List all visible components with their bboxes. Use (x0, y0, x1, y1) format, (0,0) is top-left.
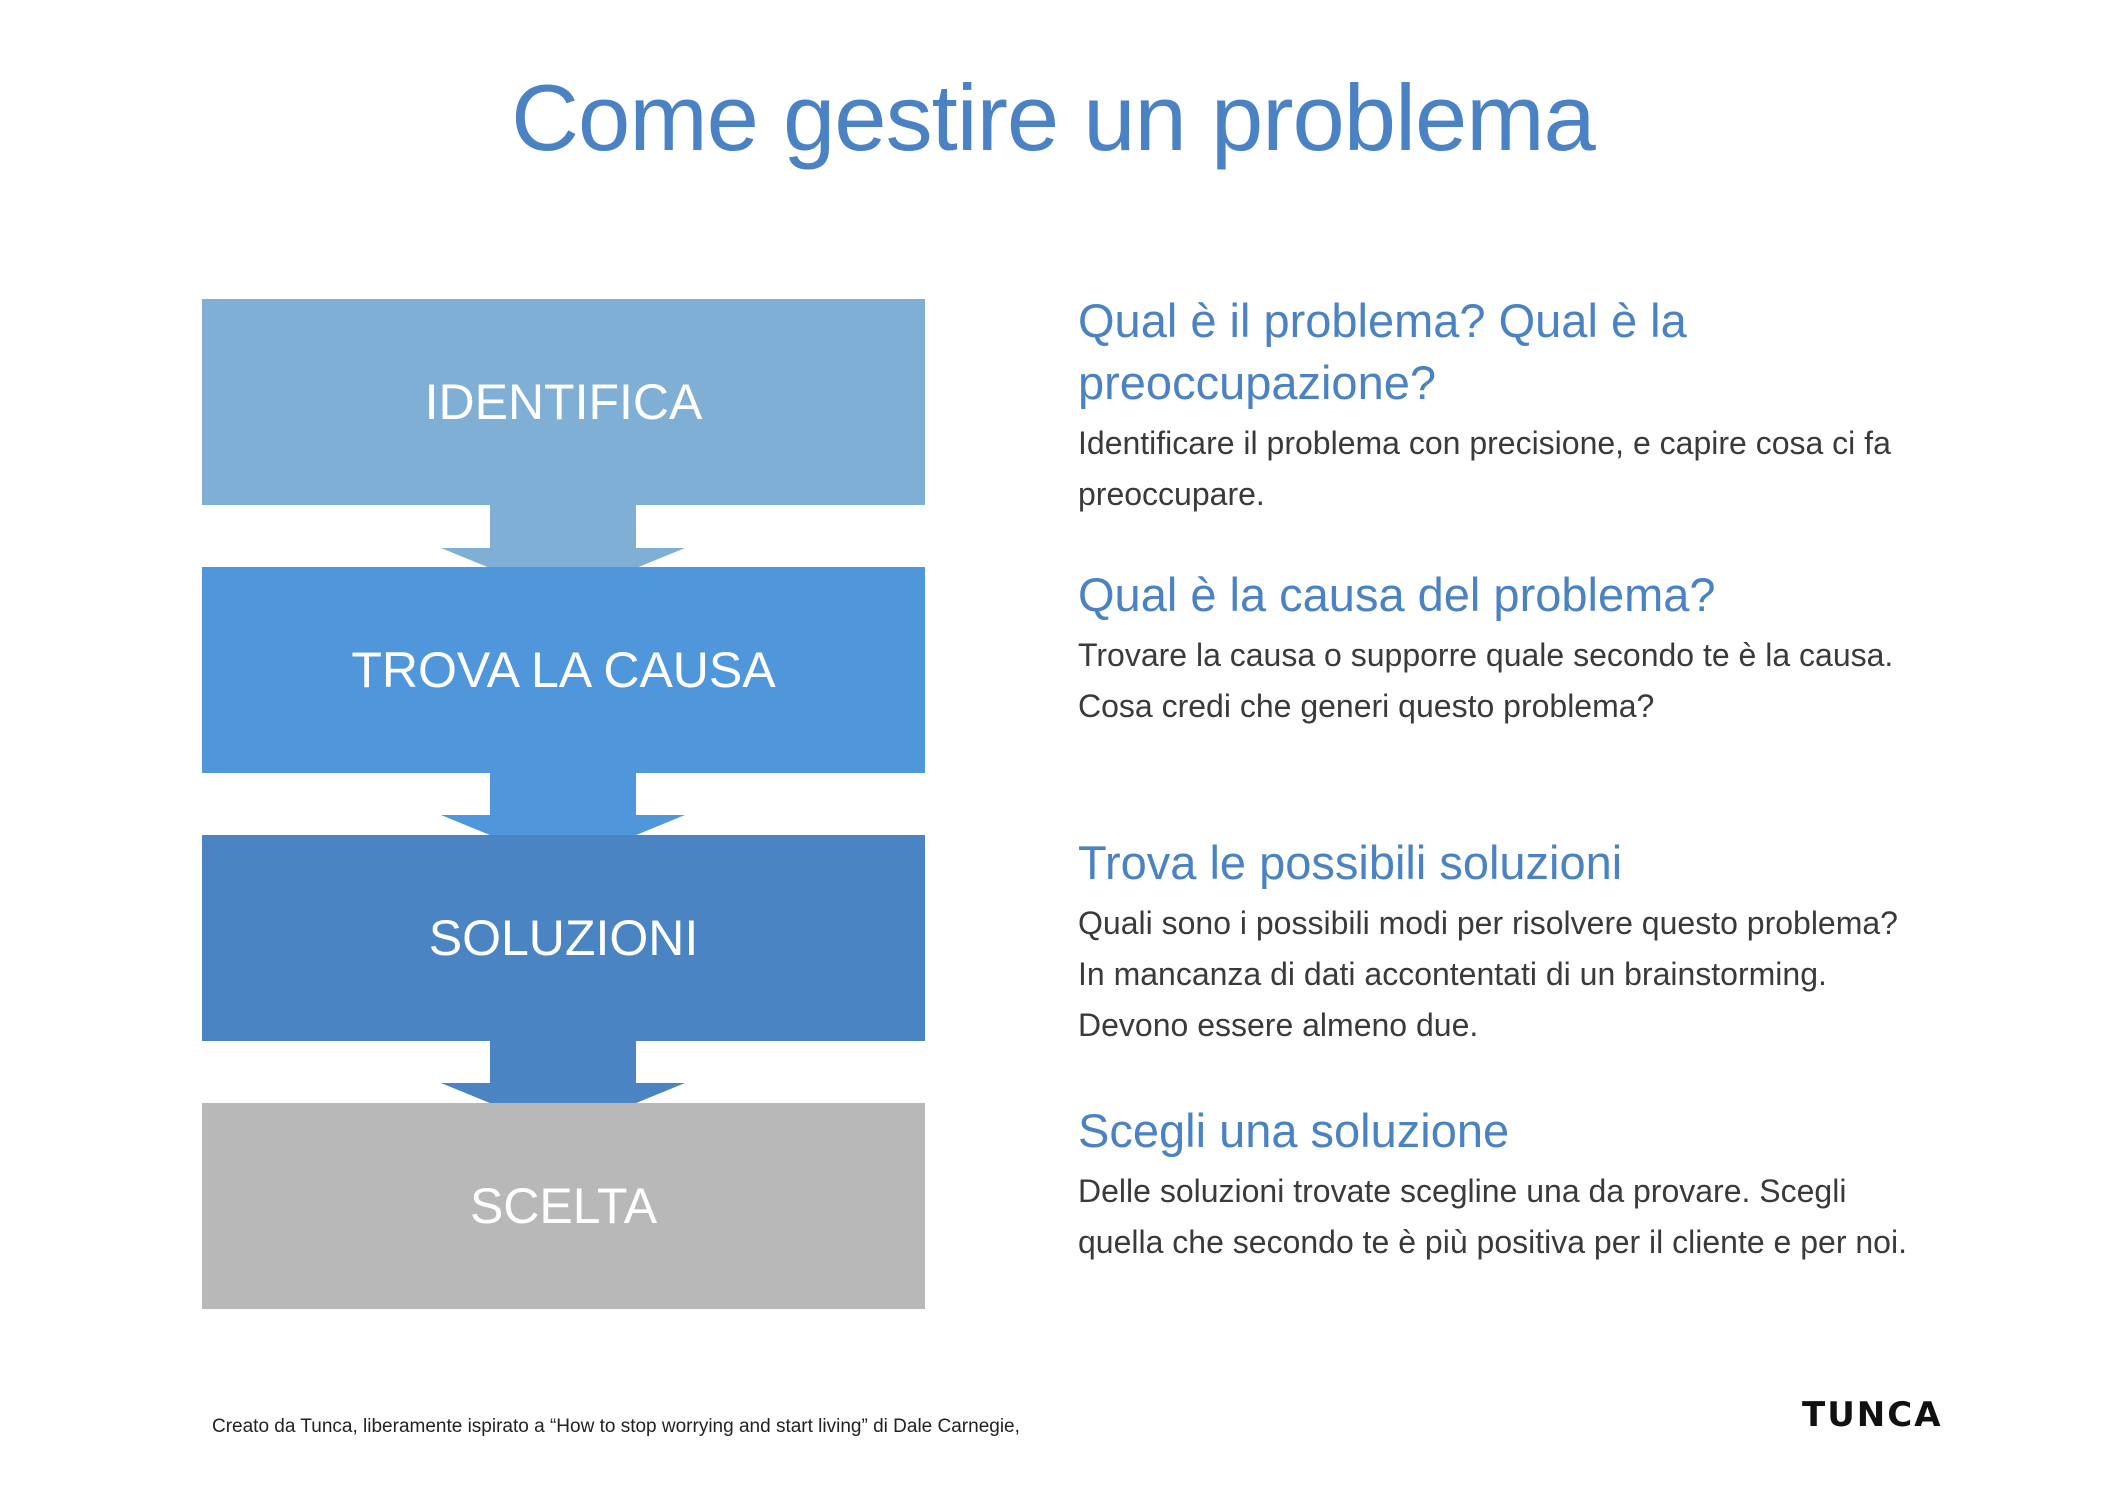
detail-heading: Qual è il problema? Qual è la preoccupazione? (1078, 294, 1687, 409)
flow-label-identifica: IDENTIFICA (424, 374, 703, 430)
flow-label-trova-la-causa: TROVA LA CAUSA (351, 642, 776, 698)
detail-trova-la-causa (1078, 564, 1928, 732)
page-title: Come gestire un problema (511, 65, 1595, 170)
tunca-logo (1802, 1394, 1952, 1434)
detail-text: Quali sono i possibili modi per risolvere questo problema? In mancanza di dati accontentati di un brainstorming. Devono essere almeno due. (1078, 905, 1898, 1043)
flow-label-scelta: SCELTA (469, 1178, 658, 1234)
detail-text: Trovare la causa o supporre quale secondo te è la causa. Cosa credi che generi questo problema? (1078, 637, 1894, 724)
flow-arrow-1-shaft (490, 504, 636, 549)
detail-heading: Qual è la causa del problema? (1078, 568, 1716, 621)
detail-text: Identificare il problema con precisione, e capire cosa ci fa preoccupare. (1078, 425, 1891, 512)
detail-heading: Trova le possibili soluzioni (1078, 836, 1623, 889)
detail-text: Delle soluzioni trovate scegline una da provare. Scegli quella che secondo te è più positiva per il cliente e per noi. (1078, 1173, 1907, 1260)
detail-heading: Scegli una soluzione (1078, 1104, 1510, 1157)
logo-wordmark: TUNCA (1802, 1395, 1943, 1434)
detail-soluzioni (1078, 832, 1928, 1051)
flow-arrow-2-shaft (490, 772, 636, 817)
footer-credit: Creato da Tunca, liberamente ispirato a “How to stop worrying and start living” di Dale Carnegie, (212, 1416, 1020, 1437)
detail-scelta (1078, 1100, 1928, 1268)
flow-arrow-3-shaft (490, 1040, 636, 1085)
detail-identifica (1078, 290, 1928, 520)
flow-label-soluzioni: SOLUZIONI (428, 910, 699, 966)
